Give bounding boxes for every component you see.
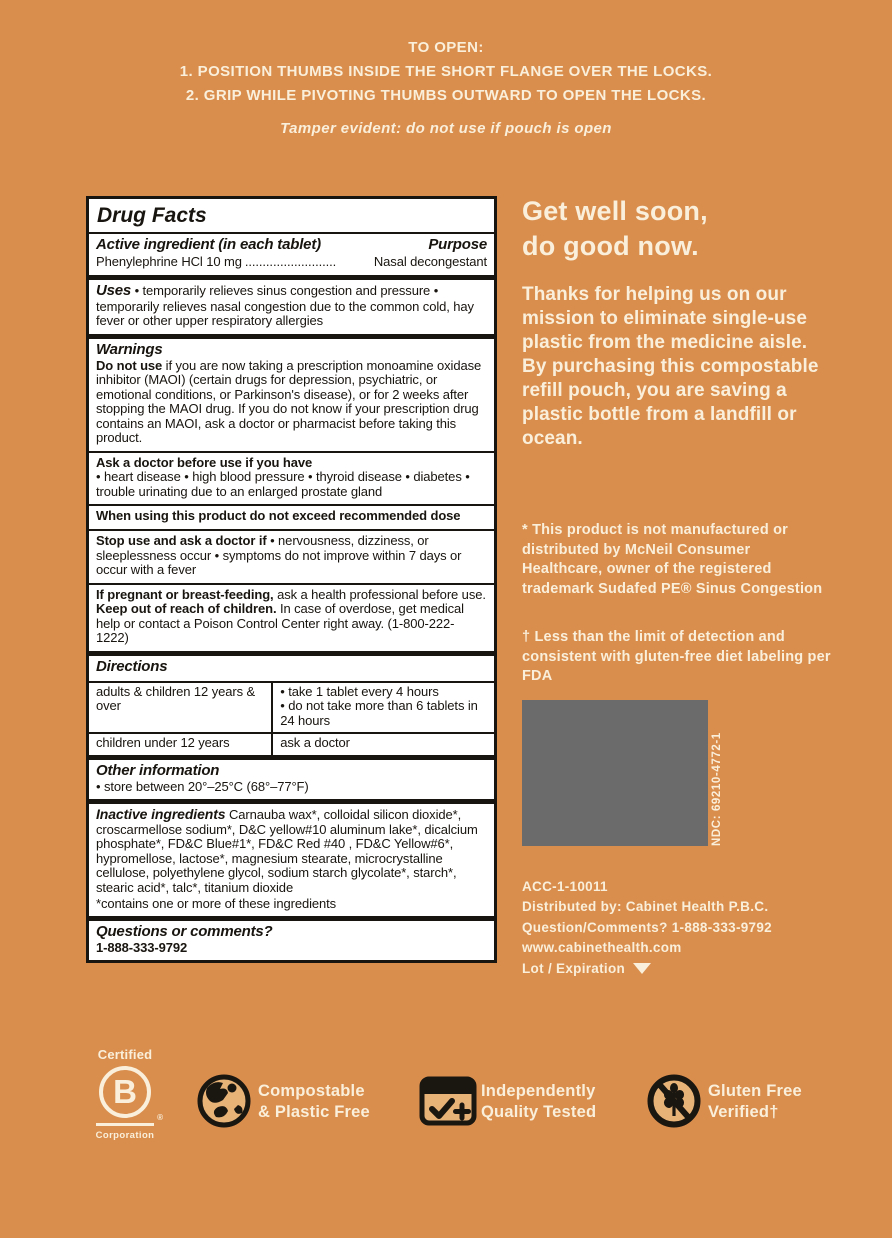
drug-facts-panel bbox=[86, 196, 497, 963]
purpose-value: Nasal decongestant bbox=[373, 254, 487, 270]
acc-code: ACC-1-10011 bbox=[522, 879, 608, 894]
bcorp-logo bbox=[92, 1047, 163, 1141]
keep-out-of-reach-lead: Keep out of reach of children. bbox=[96, 601, 277, 617]
uses-heading: Uses bbox=[96, 281, 132, 299]
questions-section bbox=[89, 916, 494, 960]
tamper-evident-note: Tamper evident: do not use if pouch is open bbox=[280, 120, 612, 137]
warnings-section bbox=[89, 334, 494, 451]
leader-dots: .......................... bbox=[244, 255, 337, 270]
website: www.cabinethealth.com bbox=[522, 939, 682, 955]
gluten-free-icon bbox=[647, 1074, 701, 1128]
gluten-free-badge-label: Gluten Free Verified† bbox=[708, 1082, 802, 1121]
bcorp-corporation-label: Corporation bbox=[95, 1130, 155, 1141]
pregnant-text: ask a health professional before use. bbox=[273, 586, 486, 602]
pregnancy-section bbox=[89, 583, 494, 651]
directions-table bbox=[89, 681, 494, 755]
do-not-use-text: Do not use if you are now taking a prescription monoamine oxidase inhibitor (MAOI) (certain drugs for depression, psychiatric, or emotional conditions, or Parkinson's disease), or for 2 weeks after stopping the MAOI drug. If you do not know if your prescription drug contains an MAOI, ask a doctor or pharmacist before taking this product. bbox=[96, 357, 482, 446]
overdose-text: In case of overdose, get medical help or contact a Poison Control Center right away. (1-800-222-1222) bbox=[96, 601, 464, 646]
quality-tested-icon bbox=[419, 1076, 477, 1126]
ask-doctor-conditions: • heart disease • high blood pressure • thyroid disease • diabetes • trouble urinating due to an enlarged prostate gland bbox=[96, 469, 470, 499]
barcode-placeholder bbox=[522, 700, 708, 846]
distributor-block bbox=[522, 877, 862, 958]
directions-dose: ask a doctor bbox=[271, 732, 494, 755]
bcorp-circle-b-icon: B bbox=[99, 1066, 151, 1118]
inactive-ingredients-list: Carnauba wax*, colloidal silicon dioxide*, croscarmellose sodium*, D&C yellow#10 aluminum lake*, dicalcium phosphate*, FD&C Blue#1*, FD&C Red #40 , FD&C Yellow#6*, hypromellose, lactose*, magnesium stearate, microcrystalline cellulose, polyethylene glycol, sodium starch glycolate*, starch*, stearic acid*, talc*, titanium dioxide bbox=[96, 807, 478, 896]
distributed-by: Distributed by: Cabinet Health P.B.C. bbox=[522, 899, 769, 915]
questions-heading: Questions or comments? bbox=[96, 923, 273, 941]
stop-use-heading: Stop use and ask a doctor if bbox=[96, 533, 267, 549]
other-information-heading: Other information bbox=[96, 761, 220, 779]
mission-paragraph: Thanks for helping us on our mission to eliminate single-use plastic from the medicine aisle. By purchasing this compostable refill pouch, you are saving a plastic bottle from a landfill or ocean. bbox=[522, 284, 819, 449]
open-step-2: 2. GRIP WHILE PIVOTING THUMBS OUTWARD TO OPEN THE LOCKS. bbox=[185, 87, 707, 104]
directions-age-group: adults & children 12 years & over bbox=[96, 683, 256, 714]
directions-heading: Directions bbox=[96, 657, 168, 675]
storage-text: • store between 20°–25°C (68°–77°F) bbox=[96, 778, 309, 794]
ndc-number: NDC: 69210-4772-1 bbox=[711, 732, 723, 846]
questions-phone: 1-888-333-9792 bbox=[96, 939, 188, 955]
directions-dose: • take 1 tablet every 4 hours • do not take more than 6 tablets in 24 hours bbox=[271, 683, 494, 733]
brand-headline: Get well soon, do good now. bbox=[522, 196, 708, 261]
to-open-title: TO OPEN: bbox=[408, 39, 484, 56]
ask-doctor-heading: Ask a doctor before use if you have bbox=[96, 454, 313, 470]
ask-doctor-section bbox=[89, 451, 494, 505]
earth-icon bbox=[197, 1074, 251, 1128]
uses-text: • temporarily relieves sinus congestion and pressure • temporarily relieves nasal congestion due to the common cold, hay fever or other upper respiratory allergies bbox=[96, 282, 474, 329]
open-step-1: 1. POSITION THUMBS INSIDE THE SHORT FLANGE OVER THE LOCKS. bbox=[179, 63, 713, 80]
down-arrow-icon bbox=[633, 963, 651, 974]
trademark-footnote: * This product is not manufactured or distributed by McNeil Consumer Healthcare, owner of the registered trademark Sudafed PE® Sinus Congestion bbox=[522, 522, 823, 597]
other-information-section bbox=[89, 755, 494, 799]
bcorp-certified-label: Certified bbox=[97, 1047, 153, 1062]
inactive-ingredients-heading: Inactive ingredients bbox=[96, 806, 226, 823]
compostable-badge-label: Compostable & Plastic Free bbox=[258, 1082, 370, 1121]
when-using-section bbox=[89, 504, 494, 529]
opening-instructions bbox=[0, 36, 892, 141]
stop-use-section bbox=[89, 529, 494, 583]
active-ingredient-section bbox=[89, 234, 494, 275]
purpose-heading: Purpose bbox=[428, 235, 487, 253]
directions-age-group: children under 12 years bbox=[89, 732, 271, 755]
registered-mark: ® bbox=[157, 1113, 163, 1122]
warnings-heading: Warnings bbox=[96, 340, 163, 358]
pregnant-lead: If pregnant or breast-feeding, bbox=[96, 586, 274, 602]
contact-phone: Question/Comments? 1-888-333-9792 bbox=[522, 919, 772, 935]
active-ingredient-name: Phenylephrine HCl 10 mg bbox=[96, 254, 242, 270]
uses-section bbox=[89, 275, 494, 334]
inactive-ingredients-section bbox=[89, 799, 494, 916]
when-using-text: When using this product do not exceed recommended dose bbox=[96, 508, 461, 524]
inactive-footnote: *contains one or more of these ingredients bbox=[96, 895, 337, 911]
lot-expiration-row bbox=[522, 961, 651, 976]
quality-badge-label: Independently Quality Tested bbox=[481, 1082, 597, 1121]
directions-section bbox=[89, 651, 494, 681]
drug-facts-title: Drug Facts bbox=[89, 199, 494, 234]
bcorp-bar bbox=[96, 1113, 163, 1126]
stop-use-text: • nervousness, dizziness, or sleeplessness occur • symptoms do not improve within 7 days or occur with a fever bbox=[96, 533, 462, 578]
gluten-footnote: † Less than the limit of detection and consistent with gluten-free diet labeling per FDA bbox=[522, 629, 831, 685]
lot-expiration-label: Lot / Expiration bbox=[522, 961, 626, 976]
active-ingredient-heading: Active ingredient (in each tablet) bbox=[96, 235, 321, 253]
